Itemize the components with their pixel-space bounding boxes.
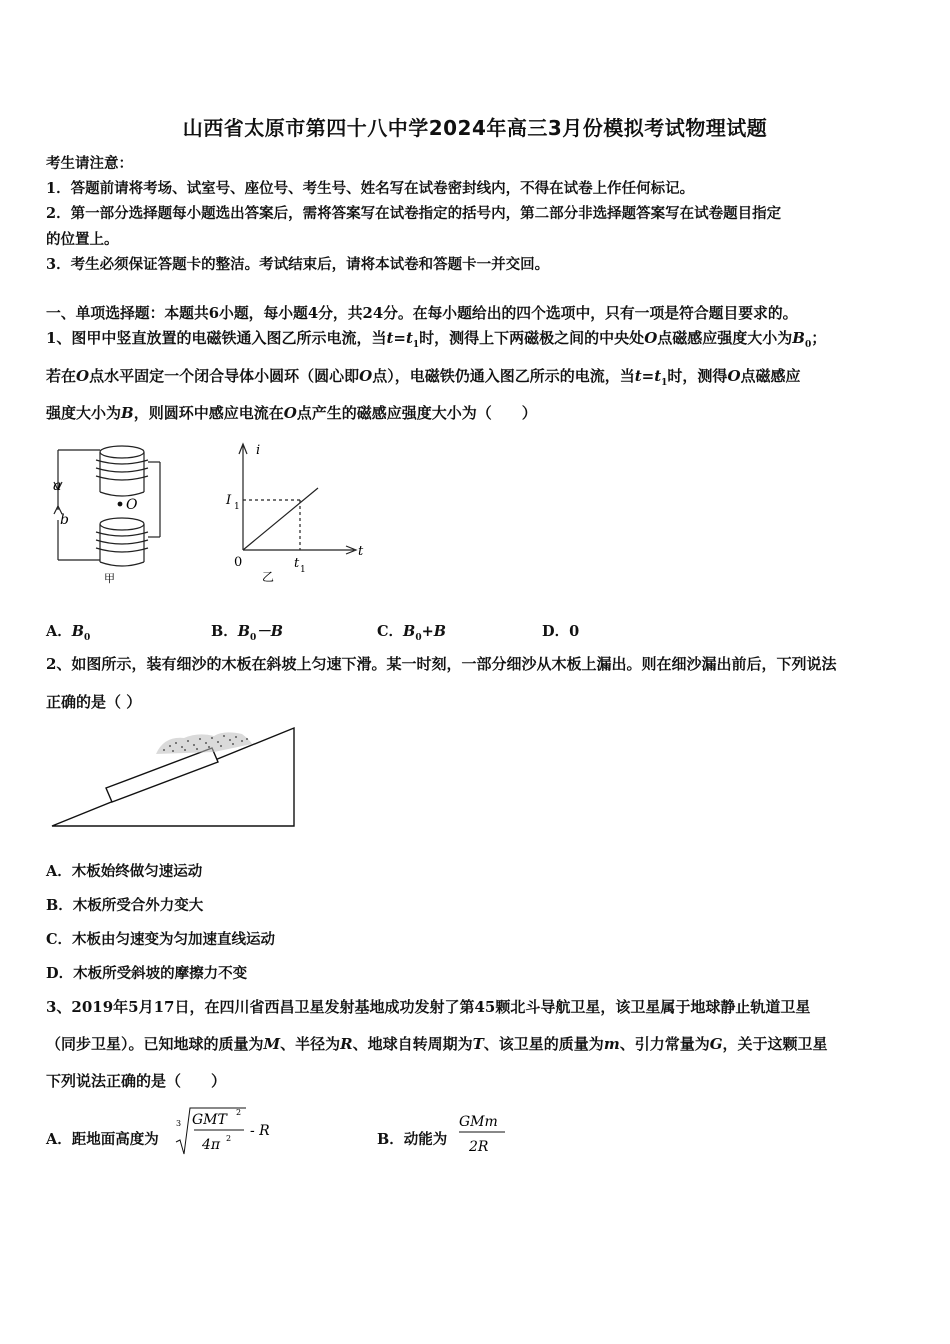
figure-current-graph (222, 436, 372, 586)
q2-line-2: 正确的是（ ） (46, 693, 142, 711)
notice-header: 考生请注意： (46, 155, 133, 172)
notice-item-1: 1．答题前请将考场、试室号、座位号、考生号、姓名写在试卷密封线内，不得在试卷上作任何标记。 (46, 180, 695, 197)
q3-line-2: （同步卫星）。已知地球的质量为M、半径为R、地球自转周期为T、该卫星的质量为m、引力常量为G，关于这颗卫星 (46, 1035, 828, 1053)
notice-item-2a: 2．第一部分选择题每小题选出答案后，需将答案写在试卷指定的括号内，第二部分非选择题答案写在试卷题目指定 (46, 205, 782, 222)
I1-subscript: 1 (234, 502, 240, 512)
q1-line-1: 1、图甲中竖直放置的电磁铁通入图乙所示电流，当$t=t_1$时，测得上下两磁极之间的中央处O点磁感应强度大小为$B_0$； (46, 329, 827, 350)
q3-option-a-formula (174, 1104, 284, 1162)
point-O-dot (118, 502, 123, 507)
label-a: a (53, 478, 62, 494)
formula-a-den-power: 2 (226, 1134, 232, 1143)
q1-line-2: 若在O点水平固定一个闭合导体小圆环（圆心即O点），电磁铁仍通入图乙所示的电流，当$t=t_1$时，测得O点磁感应 (46, 367, 801, 388)
t1-label: t (294, 556, 300, 571)
q2-option-b[interactable]: B．木板所受合外力变大 (46, 897, 204, 914)
label-O: O (126, 497, 138, 513)
figure-electromagnet (44, 432, 184, 587)
t1-subscript: 1 (300, 565, 306, 575)
notice-item-2b: 的位置上。 (46, 231, 119, 248)
q2-option-d[interactable]: D．木板所受斜坡的摩擦力不变 (46, 965, 248, 982)
q3-line-1: 3、2019年5月17日，在四川省西昌卫星发射基地成功发射了第45颗北斗导航卫星，该卫星属于地球静止轨道卫星 (46, 998, 811, 1016)
origin-label: 0 (234, 555, 243, 570)
I1-label: I (226, 493, 232, 508)
q1-option-d[interactable]: D．0 (542, 623, 580, 640)
q1-option-b[interactable]: B．$B_0-B$ (211, 623, 284, 643)
q1-option-a[interactable]: A．$B_0$ (46, 623, 91, 643)
section-heading: 一、单项选择题：本题共6小题，每小题4分，共24分。在每小题给出的四个选项中，只有一项是符合题目要求的。 (46, 305, 798, 322)
q2-line-1: 2、如图所示，装有细沙的木板在斜坡上匀速下滑。某一时刻，一部分细沙从木板上漏出。则在细沙漏出前后，下列说法 (46, 655, 837, 673)
q3-option-b-formula (455, 1108, 511, 1158)
formula-b-numerator: GMm (459, 1114, 498, 1130)
root-index: 3 (176, 1119, 182, 1128)
q3-option-b-label[interactable]: B．动能为 (377, 1131, 448, 1148)
formula-a-minus-R: - R (250, 1123, 270, 1139)
label-b: b (60, 512, 69, 528)
q1-line-3: 强度大小为B，则圆环中感应电流在O点产生的磁感应强度大小为（ ） (46, 404, 537, 422)
figure-incline (46, 722, 298, 830)
formula-a-numerator: GMT (192, 1112, 227, 1128)
page-title: 山西省太原市第四十八中学2024年高三3月份模拟考试物理试题 (182, 116, 768, 140)
q1-option-c[interactable]: C．$B_0+B$ (377, 623, 446, 643)
q2-option-a[interactable]: A．木板始终做匀速运动 (46, 863, 203, 880)
figure-jia-caption: 甲 (104, 572, 115, 585)
notice-item-3: 3．考生必须保证答题卡的整洁。考试结束后，请将本试卷和答题卡一并交回。 (46, 256, 550, 273)
formula-a-denominator: 4π (202, 1137, 221, 1153)
formula-a-num-power: 2 (236, 1108, 242, 1117)
q2-option-c[interactable]: C．木板由匀速变为匀加速直线运动 (46, 931, 276, 948)
formula-b-denominator: 2R (469, 1139, 489, 1155)
figure-yi-caption: 乙 (262, 570, 275, 584)
q3-line-3: 下列说法正确的是（ ） (46, 1072, 227, 1090)
q3-option-a-label[interactable]: A．距地面高度为 (46, 1131, 159, 1148)
axis-i-label: i (256, 443, 261, 458)
axis-t-label: t (358, 544, 364, 559)
